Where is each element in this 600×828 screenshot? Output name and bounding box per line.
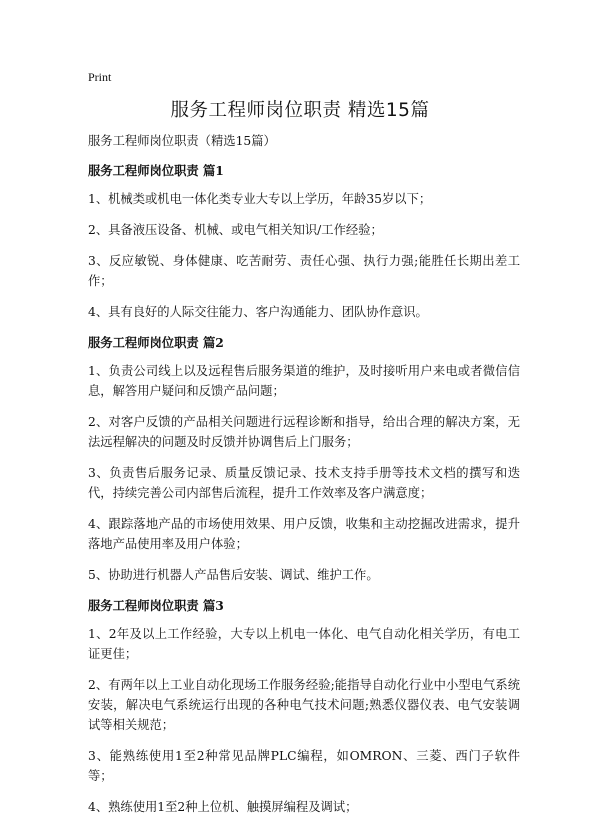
list-item: 3、负责售后服务记录、质量反馈记录、技术支持手册等技术文档的撰写和迭代，持续完善公司内部售后流程，提升工作效率及客户满意度； xyxy=(88,466,520,500)
list-item: 1、负责公司线上以及远程售后服务渠道的维护，及时接听用户来电或者微信信息，解答用户疑问和反馈产品问题； xyxy=(88,364,520,398)
document-title: 服务工程师岗位职责 精选15篇 xyxy=(170,100,430,121)
section-heading: 服务工程师岗位职责 篇1 xyxy=(88,163,224,178)
list-item: 4、跟踪落地产品的市场使用效果、用户反馈，收集和主动挖掘改进需求，提升落地产品使用率及用户体验； xyxy=(88,517,520,551)
list-item: 2、有两年以上工业自动化现场工作服务经验;能指导自动化行业中小型电气系统安装，解决电气系统运行出现的各种电气技术问题;熟悉仪器仪表、电气安装调试等相关规范； xyxy=(88,678,520,732)
section-heading: 服务工程师岗位职责 篇3 xyxy=(88,598,224,613)
list-item: 2、对客户反馈的产品相关问题进行远程诊断和指导，给出合理的解决方案，无法远程解决的问题及时反馈并协调售后上门服务； xyxy=(88,415,520,449)
list-item: 1、2年及以上工作经验，大专以上机电一体化、电气自动化相关学历，有电工证更佳； xyxy=(88,627,520,661)
section-1 xyxy=(88,161,520,322)
section-2 xyxy=(88,333,520,585)
list-item: 4、熟练使用1至2种上位机、触摸屏编程及调试； xyxy=(88,800,358,814)
section-3 xyxy=(88,596,520,817)
list-item: 3、能熟练使用1至2种常见品牌PLC编程，如OMRON、三菱、西门子软件等； xyxy=(88,749,520,783)
list-item: 5、协助进行机器人产品售后安装、调试、维护工作。 xyxy=(88,568,379,582)
list-item: 2、具备液压设备、机械、或电气相关知识/工作经验； xyxy=(88,223,383,237)
print-label: Print xyxy=(88,70,112,84)
list-item: 4、具有良好的人际交往能力、客户沟通能力、团队协作意识。 xyxy=(88,305,428,319)
document-body xyxy=(88,131,520,828)
list-item: 3、反应敏锐、身体健康、吃苦耐劳、责任心强、执行力强;能胜任长期出差工作； xyxy=(88,254,520,288)
document-subtitle: 服务工程师岗位职责（精选15篇） xyxy=(88,134,276,148)
list-item: 1、机械类或机电一体化类专业大专以上学历，年龄35岁以下； xyxy=(88,192,432,206)
section-heading: 服务工程师岗位职责 篇2 xyxy=(88,335,224,350)
